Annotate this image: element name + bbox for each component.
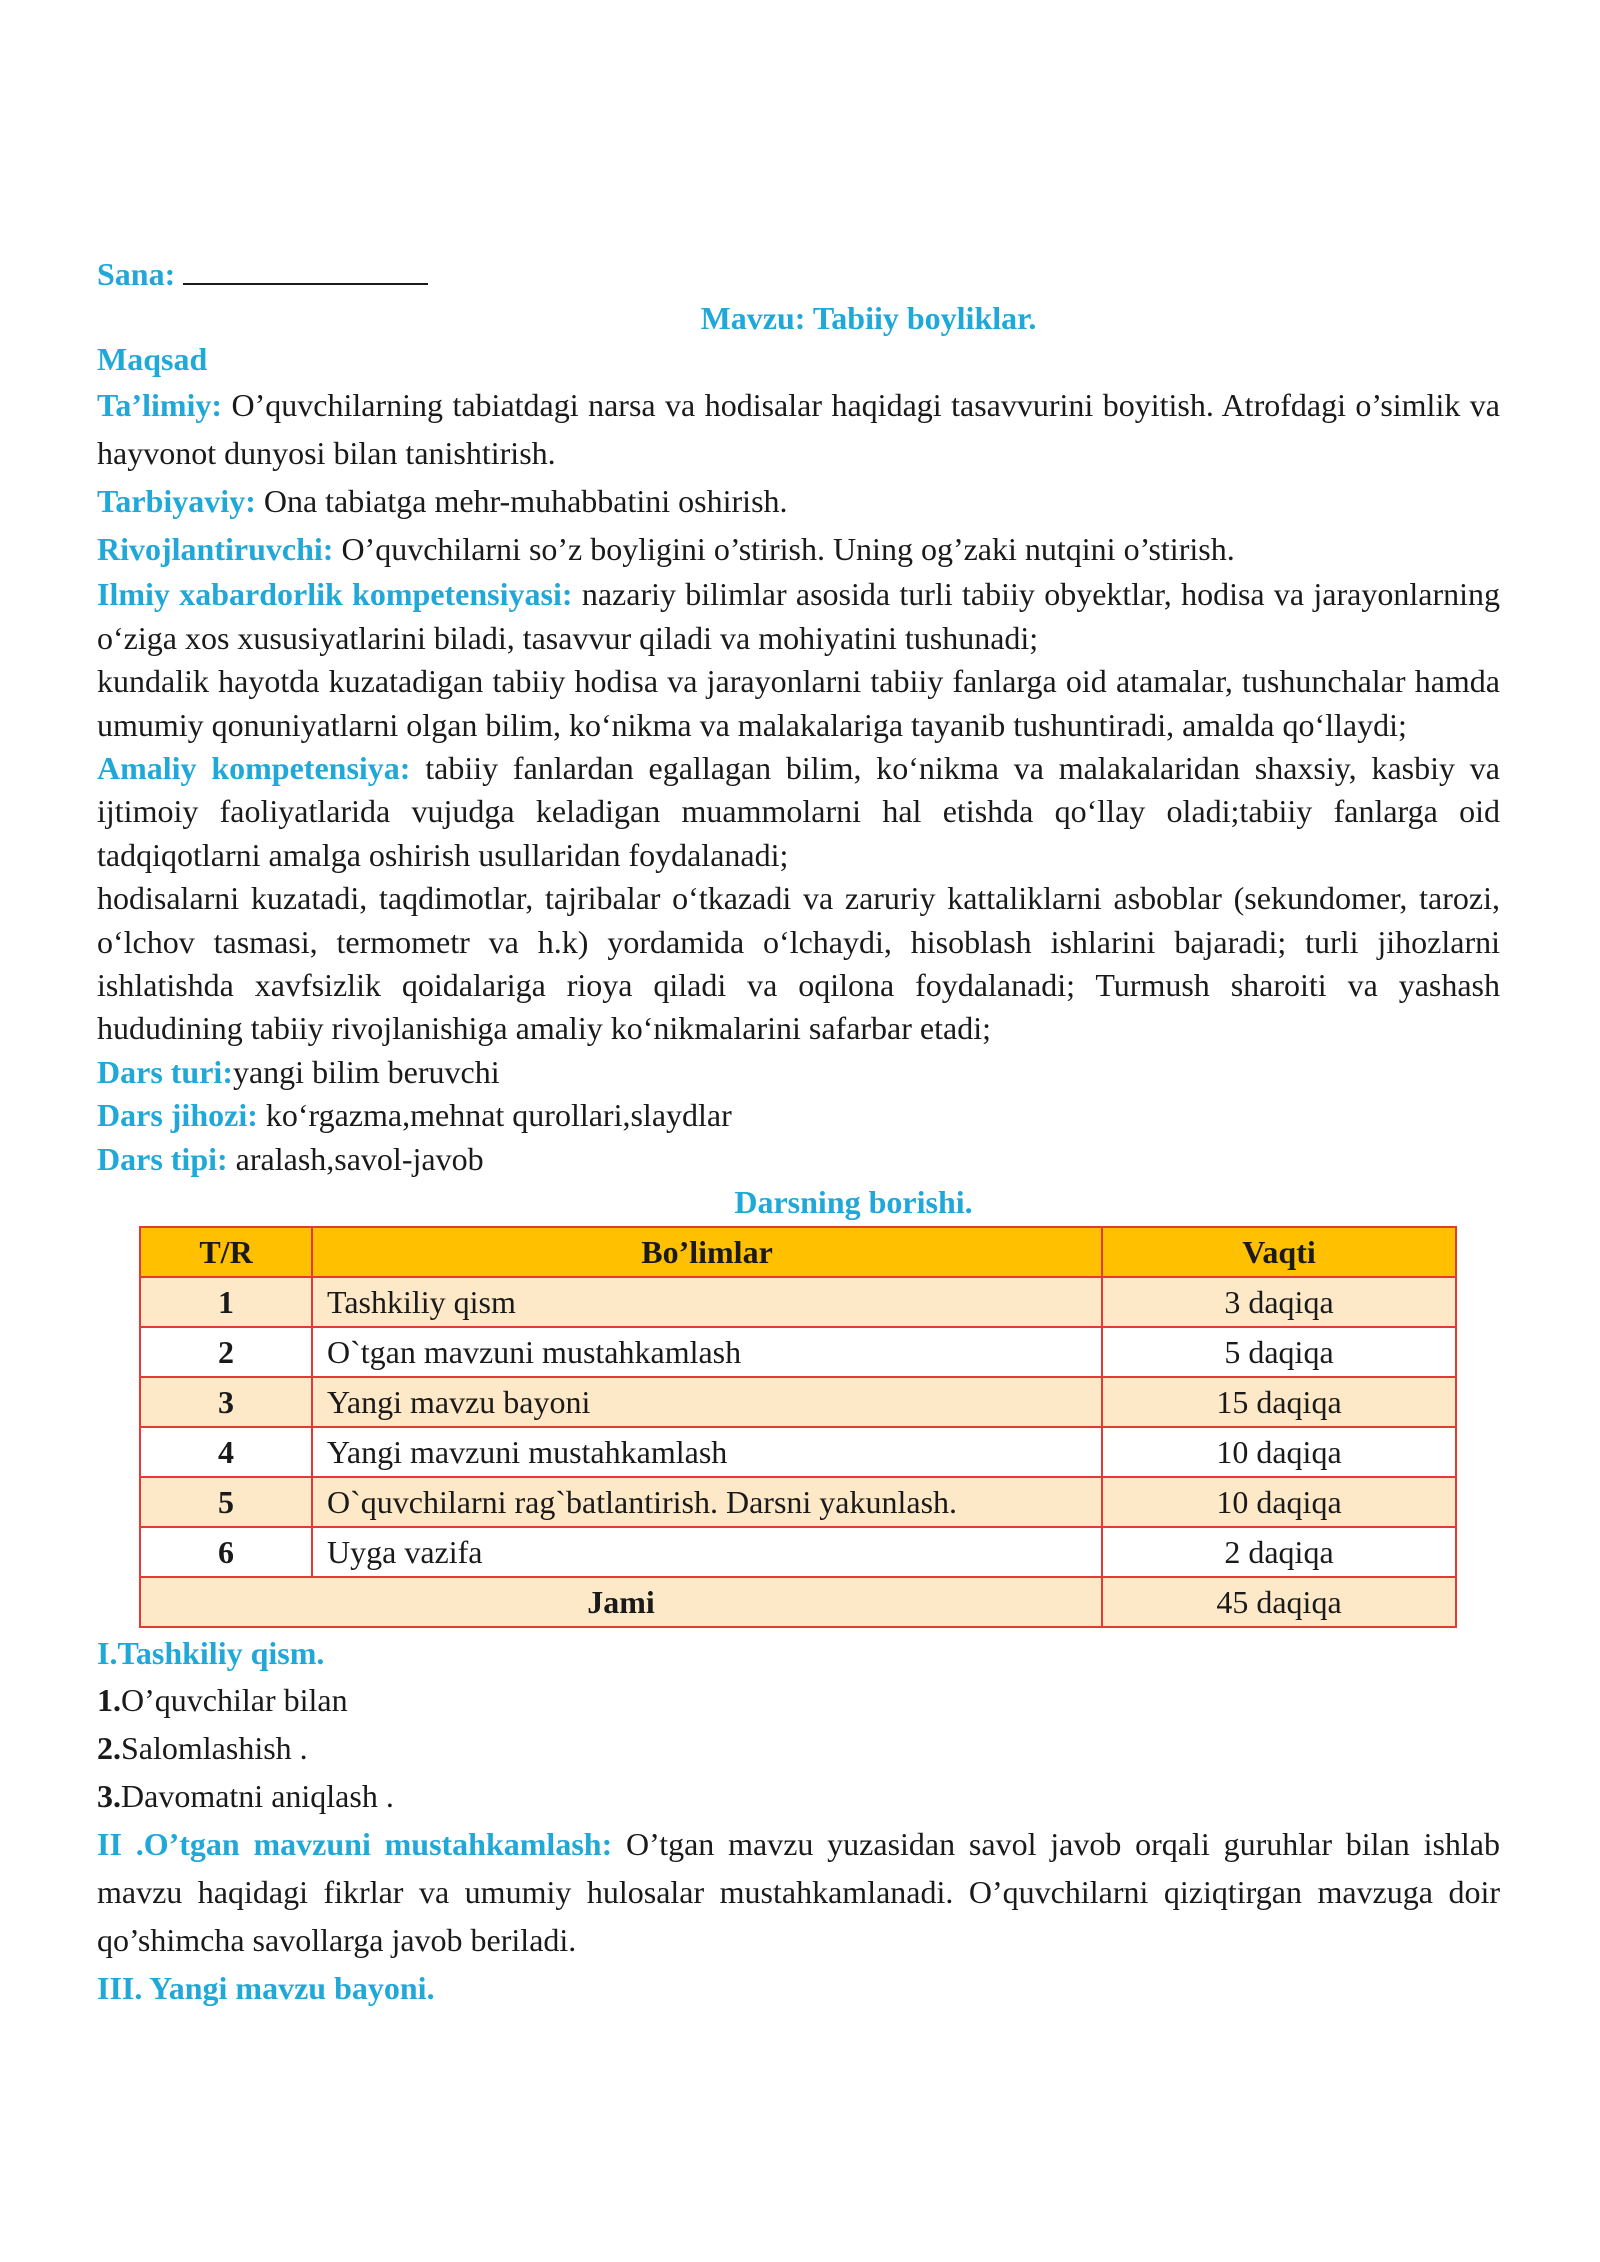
topic-title: Mavzu: Tabiiy boyliklar. (700, 300, 1037, 336)
total-label: Jami (140, 1577, 1102, 1627)
row-time: 5 daqiqa (1102, 1327, 1456, 1377)
part2-paragraph (97, 1820, 1500, 1964)
lesson-plan-table (139, 1226, 1457, 1628)
goal-upbringing-text: Ona tabiatga mehr-muhabbatini oshirish. (255, 483, 788, 520)
row-section: O`tgan mavzuni mustahkamlash (312, 1327, 1102, 1377)
row-time: 3 daqiqa (1102, 1277, 1456, 1327)
part1-item: 3.Davomatni aniqlash . (97, 1777, 394, 1814)
goal-practical-text-2: hodisalarni kuzatadi, taqdimotlar, tajribalar o‘tkazadi va zaruriy kattaliklarni asboblar (sekundomer, tarozi, o‘lchov tasmasi, termometr va h.k) yordamida o‘lchaydi, hisoblash ishlarini bajaradi; turli jihozlarni ishlatishda xavfsizlik qoidalariga rioya qiladi va oqilona foydalanadi; Turmush sharoiti va yashash hududining tabiiy rivojlanishiga amaliy ko‘nikmalarini safarbar etadi; (97, 880, 1500, 1047)
goal-practical (97, 747, 1500, 877)
row-section: Uyga vazifa (312, 1527, 1102, 1577)
lesson-kind (97, 1138, 1500, 1181)
goal-science-label: Ilmiy xabardorlik kompetensiyasi: (97, 576, 573, 613)
goal-upbringing (97, 477, 1500, 525)
lesson-kind-text: aralash,savol-javob (227, 1140, 484, 1177)
row-no: 5 (140, 1477, 312, 1527)
goal-educational (97, 381, 1500, 477)
row-time: 10 daqiqa (1102, 1427, 1456, 1477)
goal-practical-label: Amaliy kompetensiya: (97, 750, 411, 787)
row-no: 3 (140, 1377, 312, 1427)
date-blank (183, 253, 428, 285)
row-section: Yangi mavzuni mustahkamlash (312, 1427, 1102, 1477)
date-line (97, 250, 1500, 298)
table-row (140, 1427, 1456, 1477)
lesson-kind-label: Dars tipi: (97, 1140, 228, 1177)
part1-heading: I.Tashkiliy qism. (97, 1635, 325, 1672)
lesson-equipment (97, 1094, 1500, 1137)
part3-heading: III. Yangi mavzu bayoni. (97, 1969, 435, 2006)
header-no: T/R (140, 1227, 312, 1277)
goal-practical-text-1: tabiiy fanlardan egallagan bilim, ko‘nikma va malakalaridan shaxsiy, kasbiy va ijtimoiy faoliyatlarida vujudga keladigan muammolarni hal etishda qo‘llay oladi;tabiiy fanlarga oid tadqiqotlarni amalga oshirish usullaridan foydalanadi; (97, 750, 1501, 873)
lesson-type-text: yangi bilim beruvchi (232, 1053, 500, 1090)
row-no: 1 (140, 1277, 312, 1327)
row-section: Tashkiliy qism (312, 1277, 1102, 1327)
lesson-equipment-text: ko‘rgazma,mehnat qurollari,slaydlar (257, 1097, 732, 1134)
plan-title: Darsning borishi. (734, 1184, 973, 1221)
table-row (140, 1477, 1456, 1527)
goals-heading: Maqsad (97, 341, 208, 377)
row-no: 2 (140, 1327, 312, 1377)
header-time: Vaqti (1102, 1227, 1456, 1277)
goal-developmental-text: O’quvchilarni so’z boyligini o’stirish. Uning og’zaki nutqini o’stirish. (333, 531, 1235, 568)
table-row (140, 1377, 1456, 1427)
lesson-type-label: Dars turi: (97, 1053, 233, 1090)
row-time: 2 daqiqa (1102, 1527, 1456, 1577)
row-time: 10 daqiqa (1102, 1477, 1456, 1527)
table-row (140, 1277, 1456, 1327)
goal-educational-label: Ta’limiy: (97, 387, 223, 424)
goal-developmental-label: Rivojlantiruvchi: (97, 531, 334, 568)
goal-practical-cont (97, 877, 1500, 1051)
goal-educational-text: O’quvchilarning tabiatdagi narsa va hodisalar haqidagi tasavvurini boyitish. Atrofdagi o’simlik va hayvonot dunyosi bilan tanishtirish. (97, 387, 1500, 472)
row-section: Yangi mavzu bayoni (312, 1377, 1102, 1427)
goal-science-text-1: nazariy bilimlar asosida turli tabiiy obyektlar, hodisa va jarayonlarning o‘ziga xos xususiyatlarini biladi, tasavvur qiladi va mohiyatini tushunadi; (97, 576, 1501, 656)
table-total-row (140, 1577, 1456, 1627)
row-no: 6 (140, 1527, 312, 1577)
total-time: 45 daqiqa (1102, 1577, 1456, 1627)
goal-upbringing-label: Tarbiyaviy: (97, 483, 256, 520)
table-row (140, 1527, 1456, 1577)
part1-item: 2.Salomlashish . (97, 1729, 308, 1766)
table-header-row (140, 1227, 1456, 1277)
date-label: Sana: (97, 256, 176, 292)
row-section: O`quvchilarni rag`batlantirish. Darsni yakunlash. (312, 1477, 1102, 1527)
row-time: 15 daqiqa (1102, 1377, 1456, 1427)
part2-text: O’tgan mavzu yuzasidan savol javob orqali guruhlar bilan ishlab mavzu haqidagi fikrlar va umumiy hulosalar mustahkamlanadi. O’quvchilarni qiziqtirgan mavzuga doir qo’shimcha savollarga javob beriladi. (97, 1825, 1500, 1958)
lesson-type (97, 1051, 1500, 1094)
goal-science (97, 573, 1500, 660)
goal-science-text-2: kundalik hayotda kuzatadigan tabiiy hodisa va jarayonlarni tabiiy fanlarga oid atamalar, tushunchalar hamda umumiy qonuniyatlarni olgan bilim, ko‘nikma va malakalariga tayanib tushuntiradi, amalda qo‘llaydi; (97, 663, 1500, 743)
table-row (140, 1327, 1456, 1377)
goal-developmental (97, 525, 1500, 573)
row-no: 4 (140, 1427, 312, 1477)
header-section: Bo’limlar (312, 1227, 1102, 1277)
part1-item: 1.O’quvchilar bilan (97, 1681, 348, 1718)
goal-science-cont (97, 660, 1500, 747)
part2-label: II .O’tgan mavzuni mustahkamlash: (97, 1825, 613, 1862)
lesson-equipment-label: Dars jihozi: (97, 1097, 258, 1134)
